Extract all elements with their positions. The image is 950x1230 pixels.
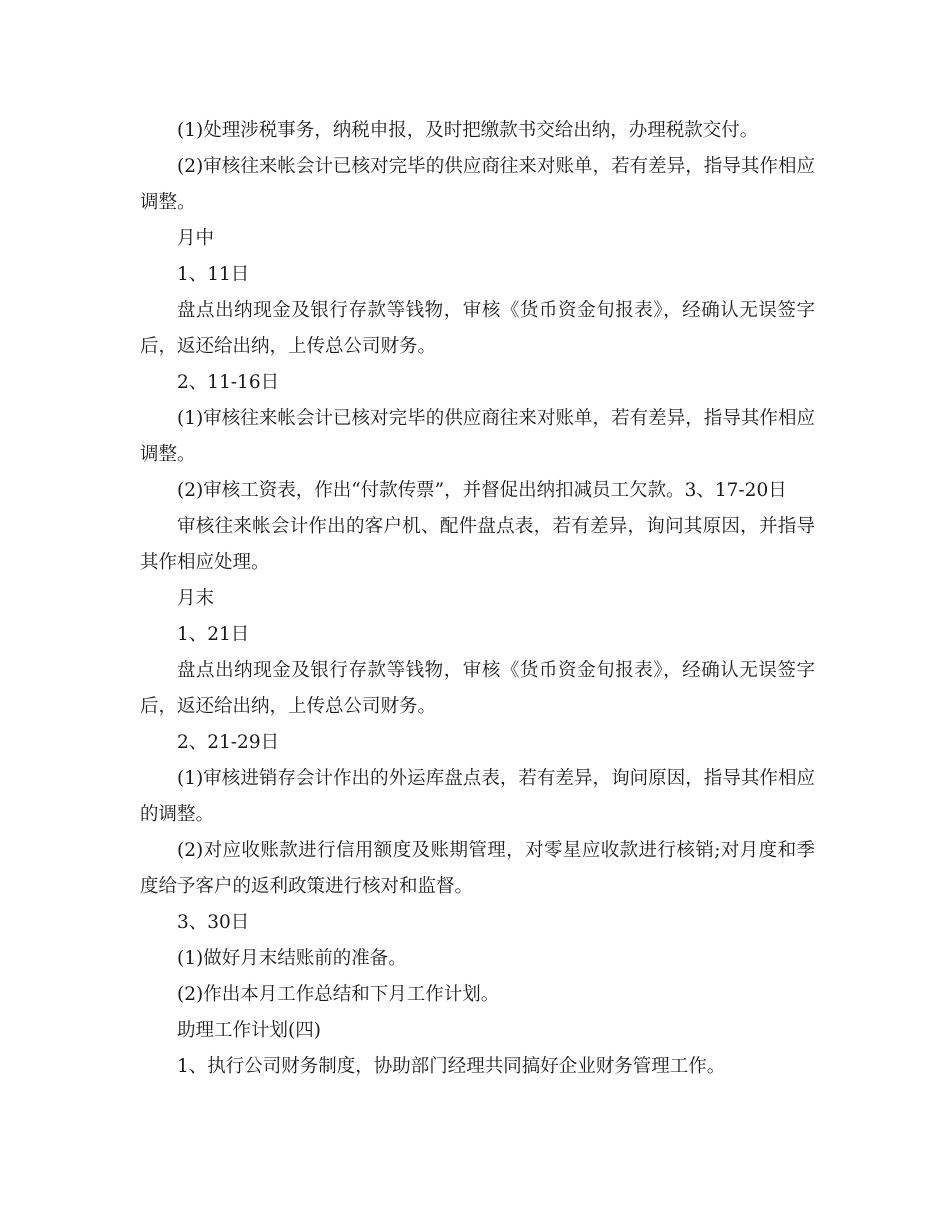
heading-mid-month: 月中 bbox=[177, 228, 215, 249]
paragraph-inventory-review: 审核往来帐会计作出的客户机、配件盘点表，若有差异，询问其原因，并指导其作相应处理。 bbox=[140, 516, 815, 573]
item-day-30: 3、30日 bbox=[177, 912, 250, 933]
paragraph-monthly-summary: (2)作出本月工作总结和下月工作计划。 bbox=[177, 984, 500, 1005]
paragraph-cash-count-mid: 盘点出纳现金及银行存款等钱物，审核《货币资金旬报表》，经确认无误签字后，返还给出纳，上传总公司财务。 bbox=[140, 300, 815, 357]
paragraph-review-supplier-statements: (2)审核往来帐会计已核对完毕的供应商往来对账单，若有差异，指导其作相应调整。 bbox=[140, 156, 815, 213]
paragraph-tax-affairs: (1)处理涉税事务，纳税申报，及时把缴款书交给出纳，办理税款交付。 bbox=[177, 120, 759, 141]
paragraph-payroll-review: (2)审核工资表，作出“付款传票”，并督促出纳扣减员工欠款。3、17-20日 bbox=[177, 480, 787, 501]
paragraph-review-supplier-statements-2: (1)审核往来帐会计已核对完毕的供应商往来对账单，若有差异，指导其作相应调整。 bbox=[140, 408, 815, 465]
item-day-11-16: 2、11-16日 bbox=[177, 372, 280, 393]
heading-month-end: 月末 bbox=[177, 588, 215, 609]
paragraph-execute-finance-policy: 1、执行公司财务制度，协助部门经理共同搞好企业财务管理工作。 bbox=[177, 1056, 726, 1077]
paragraph-cash-count-end: 盘点出纳现金及银行存款等钱物，审核《货币资金旬报表》，经确认无误签字后，返还给出纳，上传总公司财务。 bbox=[140, 660, 815, 717]
paragraph-closing-prep: (1)做好月末结账前的准备。 bbox=[177, 948, 407, 969]
item-day-11: 1、11日 bbox=[177, 264, 250, 285]
paragraph-warehouse-inventory: (1)审核进销存会计作出的外运库盘点表，若有差异，询问原因，指导其作相应的调整。 bbox=[140, 768, 815, 825]
item-day-21: 1、21日 bbox=[177, 624, 250, 645]
heading-assistant-plan-4: 助理工作计划(四) bbox=[177, 1020, 321, 1041]
document-body bbox=[140, 113, 815, 1085]
item-day-21-29: 2、21-29日 bbox=[177, 732, 280, 753]
paragraph-receivables-management: (2)对应收账款进行信用额度及账期管理，对零星应收款进行核销;对月度和季度给予客户的返利政策进行核对和监督。 bbox=[140, 840, 815, 897]
